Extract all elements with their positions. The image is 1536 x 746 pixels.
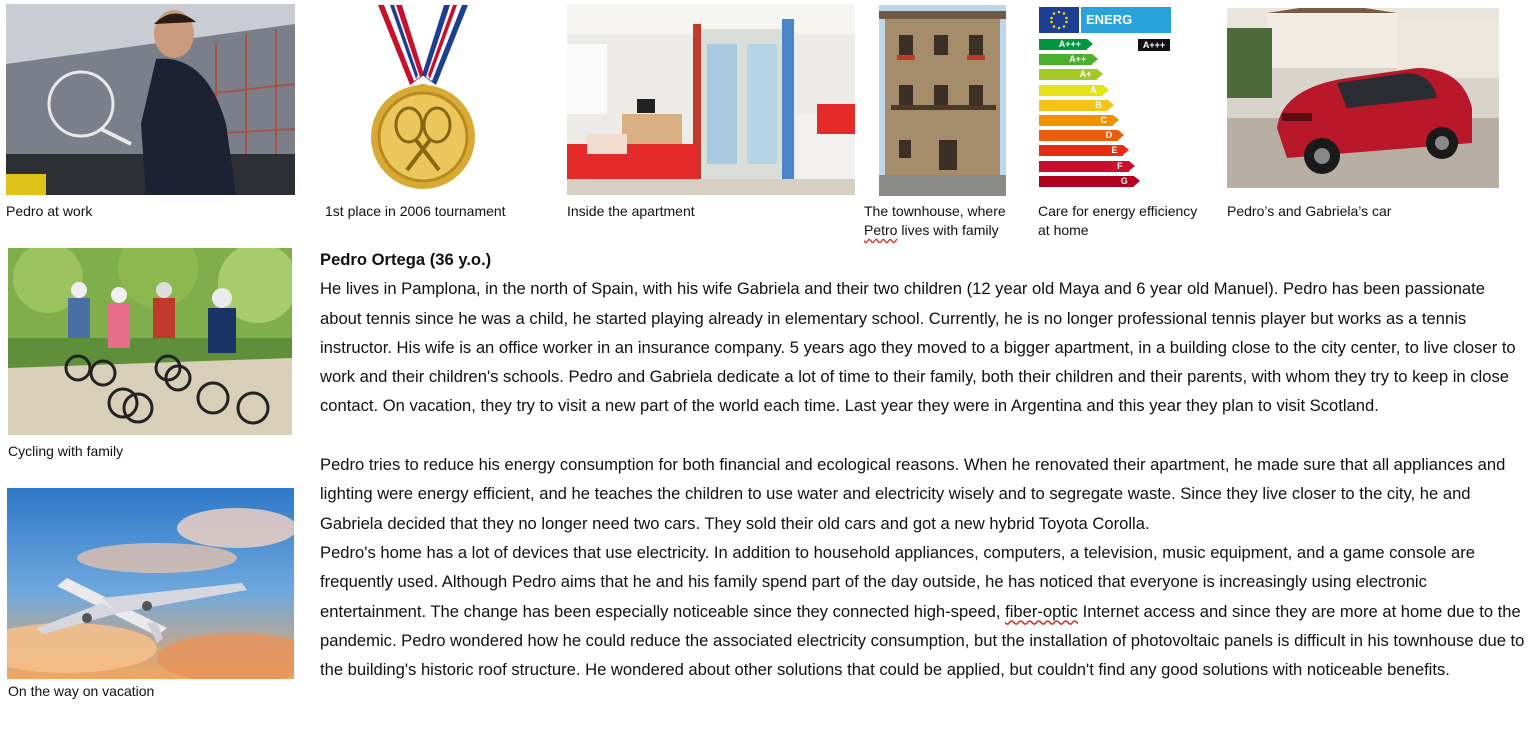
energy-class-label: A (1090, 84, 1097, 95)
persona-paragraph-3-part-a: Pedro's home has a lot of devices that use electricity. In addition to household appliances, computers, a television, music equipment, and a game console are frequently used. Although Pedro aims that he and his family spend part of the day outside, he has noticed that everyone is increasingly using electronic entertainment. The change has been especially noticeable since they connected high-speed, (320, 542, 1475, 621)
energy-label (1037, 5, 1175, 191)
energy-label-title: ENERG (1081, 7, 1171, 33)
energy-class-label: D (1105, 130, 1113, 141)
caption-medal: 1st place in 2006 tournament (325, 203, 506, 219)
caption-townhouse-line1: The townhouse, where (864, 203, 1006, 219)
energy-class-arrow (1134, 176, 1140, 186)
energy-class-arrow (1087, 39, 1093, 49)
energy-class-bar (1039, 39, 1087, 50)
persona-paragraph-2: Pedro tries to reduce his energy consumption for both financial and ecological reasons. When he renovated their apartment, he made sure that all appliances and lighting were energy efficient, and he teaches the children to use water and electricity wisely and to segregate waste. Since they live closer to the city, he and Gabriela decided that they no longer need two cars. They sold their old cars and got a new hybrid Toyota Corolla. (320, 455, 1506, 533)
energy-class-label: A++ (1069, 54, 1087, 65)
persona-description (320, 245, 1530, 684)
caption-cycling: Cycling with family (8, 443, 124, 459)
energy-class-arrow (1123, 145, 1129, 155)
energy-class-label: F (1117, 160, 1123, 171)
energy-class-label: E (1111, 145, 1118, 156)
photo-car (1227, 8, 1499, 188)
energy-rating-badge: A+++ (1138, 39, 1170, 51)
energy-class-bar (1039, 176, 1134, 187)
caption-energy-line1: Care for energy efficiency (1038, 203, 1198, 219)
energy-class-bar (1039, 115, 1113, 126)
energy-class-label: G (1120, 175, 1128, 186)
persona-name: Pedro Ortega (36 y.o.) (320, 250, 492, 269)
caption-townhouse-line2 (864, 220, 999, 240)
caption-pedro-at-work: Pedro at work (6, 203, 93, 219)
photo-pedro-at-work (6, 4, 295, 195)
energy-class-arrow (1129, 161, 1135, 171)
photo-apartment (567, 4, 855, 195)
energy-class-bar (1039, 100, 1108, 111)
energy-class-bar (1039, 145, 1123, 156)
persona-paragraph-3-part-c: Internet access and since they are more at home due to the pandemic. Pedro wondered how he could reduce the associated electricity consumption, but the installation of photovoltaic panels is difficult in his townhouse due to the building's historic roof structure. He wondered about other solutions that could be applied, but couldn't find any good solutions with noticeable benefits. (320, 601, 1525, 680)
energy-class-bar (1039, 161, 1129, 172)
photo-cycling (8, 248, 292, 435)
energy-class-bar (1039, 69, 1097, 80)
energy-class-arrow (1092, 54, 1098, 64)
energy-class-arrow (1097, 69, 1103, 79)
energy-class-arrow (1118, 130, 1124, 140)
caption-energy-line2: at home (1038, 222, 1089, 238)
energy-class-label: B (1095, 99, 1102, 110)
photo-vacation (7, 488, 294, 679)
energy-class-arrow (1103, 85, 1109, 95)
eu-flag-icon (1039, 7, 1079, 33)
energy-class-label: A+++ (1058, 39, 1081, 49)
photo-townhouse (879, 5, 1006, 196)
caption-car: Pedro’s and Gabriela’s car (1227, 203, 1392, 219)
misspelled-word: fiber-optic (1005, 601, 1078, 621)
persona-paragraph-1: He lives in Pamplona, in the north of Spain, with his wife Gabriela and their two children (12 year old Maya and 6 year old Manuel). Pedro has been passionate about tennis since he was a child, he started playing already in elementary school. Currently, he is no longer professional tennis player but works as a tennis instructor. His wife is an office worker in an insurance company. 5 years ago they moved to a bigger apartment, in a building close to the city center, to live closer to work and their children's schools. Pedro and Gabriela dedicate a lot of time to their family, both their children and their parents, with whom they try to keep in close contact. On vacation, they try to visit a new part of the world each time. Last year they were in Argentina and this year they plan to visit Scotland. (320, 279, 1516, 416)
photo-medal (364, 5, 482, 191)
energy-class-bar (1039, 85, 1103, 96)
caption-apartment: Inside the apartment (567, 203, 695, 219)
caption-townhouse-rest: lives with family (897, 222, 999, 238)
caption-vacation: On the way on vacation (8, 683, 155, 699)
energy-class-arrow (1108, 100, 1114, 110)
energy-label-header (1039, 7, 1171, 33)
misspelled-word: Petro (864, 222, 898, 238)
energy-class-label: A+ (1079, 69, 1092, 80)
energy-class-arrow (1113, 115, 1119, 125)
persona-paragraph-3 (320, 538, 1530, 684)
energy-class-bar (1039, 54, 1092, 65)
energy-class-label: C (1100, 115, 1107, 125)
energy-class-bar (1039, 130, 1118, 141)
